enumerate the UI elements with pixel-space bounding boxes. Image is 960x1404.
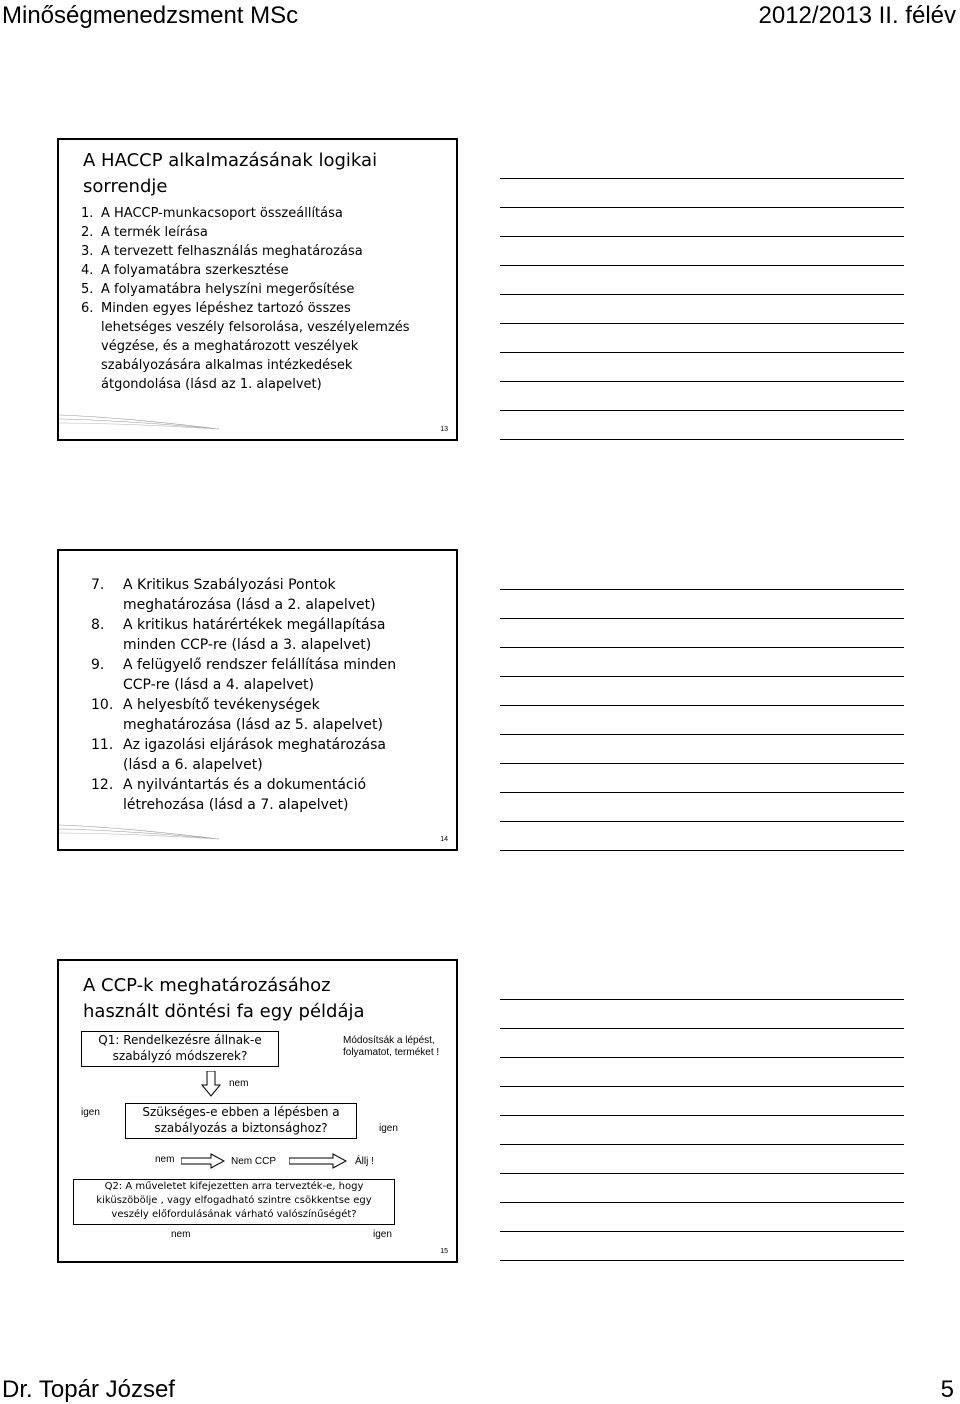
note-line <box>500 410 904 411</box>
note-line <box>500 1231 904 1232</box>
necessity-box: Szükséges-e ebben a lépésben a szabályozás a biztonsághoz? <box>125 1103 357 1139</box>
note-line <box>500 178 904 179</box>
list-item: 3. A tervezett felhasználás meghatározása <box>81 244 363 259</box>
slide-15 <box>57 959 458 1263</box>
course-title: Minőségmenedzsment MSc <box>2 2 299 29</box>
list-item: 4. A folyamatábra szerkesztése <box>81 263 289 278</box>
note-line <box>500 705 904 706</box>
list-item: 6. Minden egyes lépéshez tartozó összes lehetséges veszély felsorolása, veszélyelemzés végzése, és a meghatározott veszélyek szabályozására alkalmas intézkedések átgondolása (lásd az 1. alapelvet) <box>81 301 410 392</box>
slide-number: 13 <box>440 426 448 433</box>
page-header <box>0 0 960 34</box>
right-arrow-icon <box>289 1153 347 1169</box>
slide-decoration <box>59 413 219 431</box>
note-line <box>500 763 904 764</box>
right-arrow-icon <box>181 1153 225 1169</box>
note-line <box>500 1260 904 1261</box>
list-item: 8. A kritikus határértékek megállapítása minden CCP-re (lásd a 3. alapelvet) <box>91 617 386 653</box>
label-nem-ccp: Nem CCP <box>231 1156 277 1167</box>
modify-note: Módosítsák a lépést, folyamatot, terméket ! <box>343 1035 440 1058</box>
slide-number: 14 <box>440 836 448 843</box>
list-item: 10. A helyesbítő tevékenységek meghatározása (lásd az 5. alapelvet) <box>91 697 383 733</box>
down-arrow-icon <box>201 1071 221 1097</box>
note-line <box>500 676 904 677</box>
note-line <box>500 821 904 822</box>
label-nem: nem <box>155 1154 175 1165</box>
page-number: 5 <box>940 1376 954 1403</box>
note-line <box>500 589 904 590</box>
slide-13 <box>57 138 458 441</box>
slide-number: 15 <box>440 1248 448 1255</box>
list-item: 12. A nyilvántartás és a dokumentáció létrehozása (lásd a 7. alapelvet) <box>91 777 367 813</box>
list-item: 2. A termék leírása <box>81 225 208 240</box>
semester: 2012/2013 II. félév <box>758 2 956 29</box>
slide-title: A CCP-k meghatározásához használt döntési fa egy példája <box>83 975 365 1022</box>
note-line <box>500 618 904 619</box>
note-line <box>500 265 904 266</box>
step-list <box>81 204 410 394</box>
label-igen: igen <box>379 1123 398 1134</box>
list-item: 1. A HACCP-munkacsoport összeállítása <box>81 206 343 221</box>
note-line <box>500 1202 904 1203</box>
note-line <box>500 439 904 440</box>
label-nem: nem <box>171 1229 191 1240</box>
note-line <box>500 1057 904 1058</box>
list-item: 9. A felügyelő rendszer felállítása minden CCP-re (lásd a 4. alapelvet) <box>91 657 397 693</box>
note-line <box>500 1173 904 1174</box>
label-nem: nem <box>229 1078 249 1089</box>
label-igen: igen <box>81 1107 100 1118</box>
note-line <box>500 792 904 793</box>
list-item: 7. A Kritikus Szabályozási Pontok meghatározása (lásd a 2. alapelvet) <box>91 577 376 613</box>
note-line <box>500 1115 904 1116</box>
note-line <box>500 323 904 324</box>
label-igen: igen <box>373 1229 392 1240</box>
note-line <box>500 236 904 237</box>
slide-title: A HACCP alkalmazásának logikai sorrendje <box>83 150 378 197</box>
note-line <box>500 999 904 1000</box>
slide-14 <box>57 549 458 851</box>
note-line <box>500 647 904 648</box>
note-line <box>500 850 904 851</box>
list-item: 11. Az igazolási eljárások meghatározása (lásd a 6. alapelvet) <box>91 737 386 773</box>
q2-box: Q2: A műveletet kifejezetten arra tervezték-e, hogy kiküszöbölje , vagy elfogadható szintre csökkentse egy veszély előfordulásának várható valószínűségét? <box>73 1179 395 1225</box>
note-line <box>500 1028 904 1029</box>
slide-decoration <box>59 823 219 841</box>
label-stop: Állj ! <box>355 1156 374 1167</box>
note-line <box>500 381 904 382</box>
note-line <box>500 1086 904 1087</box>
step-list <box>91 575 396 815</box>
note-line <box>500 1144 904 1145</box>
note-line <box>500 294 904 295</box>
note-line <box>500 352 904 353</box>
note-line <box>500 207 904 208</box>
author-name: Dr. Topár József <box>2 1376 175 1403</box>
note-line <box>500 734 904 735</box>
list-item: 5. A folyamatábra helyszíni megerősítése <box>81 282 355 297</box>
q1-box: Q1: Rendelkezésre állnak-e szabályzó módszerek? <box>81 1031 279 1067</box>
